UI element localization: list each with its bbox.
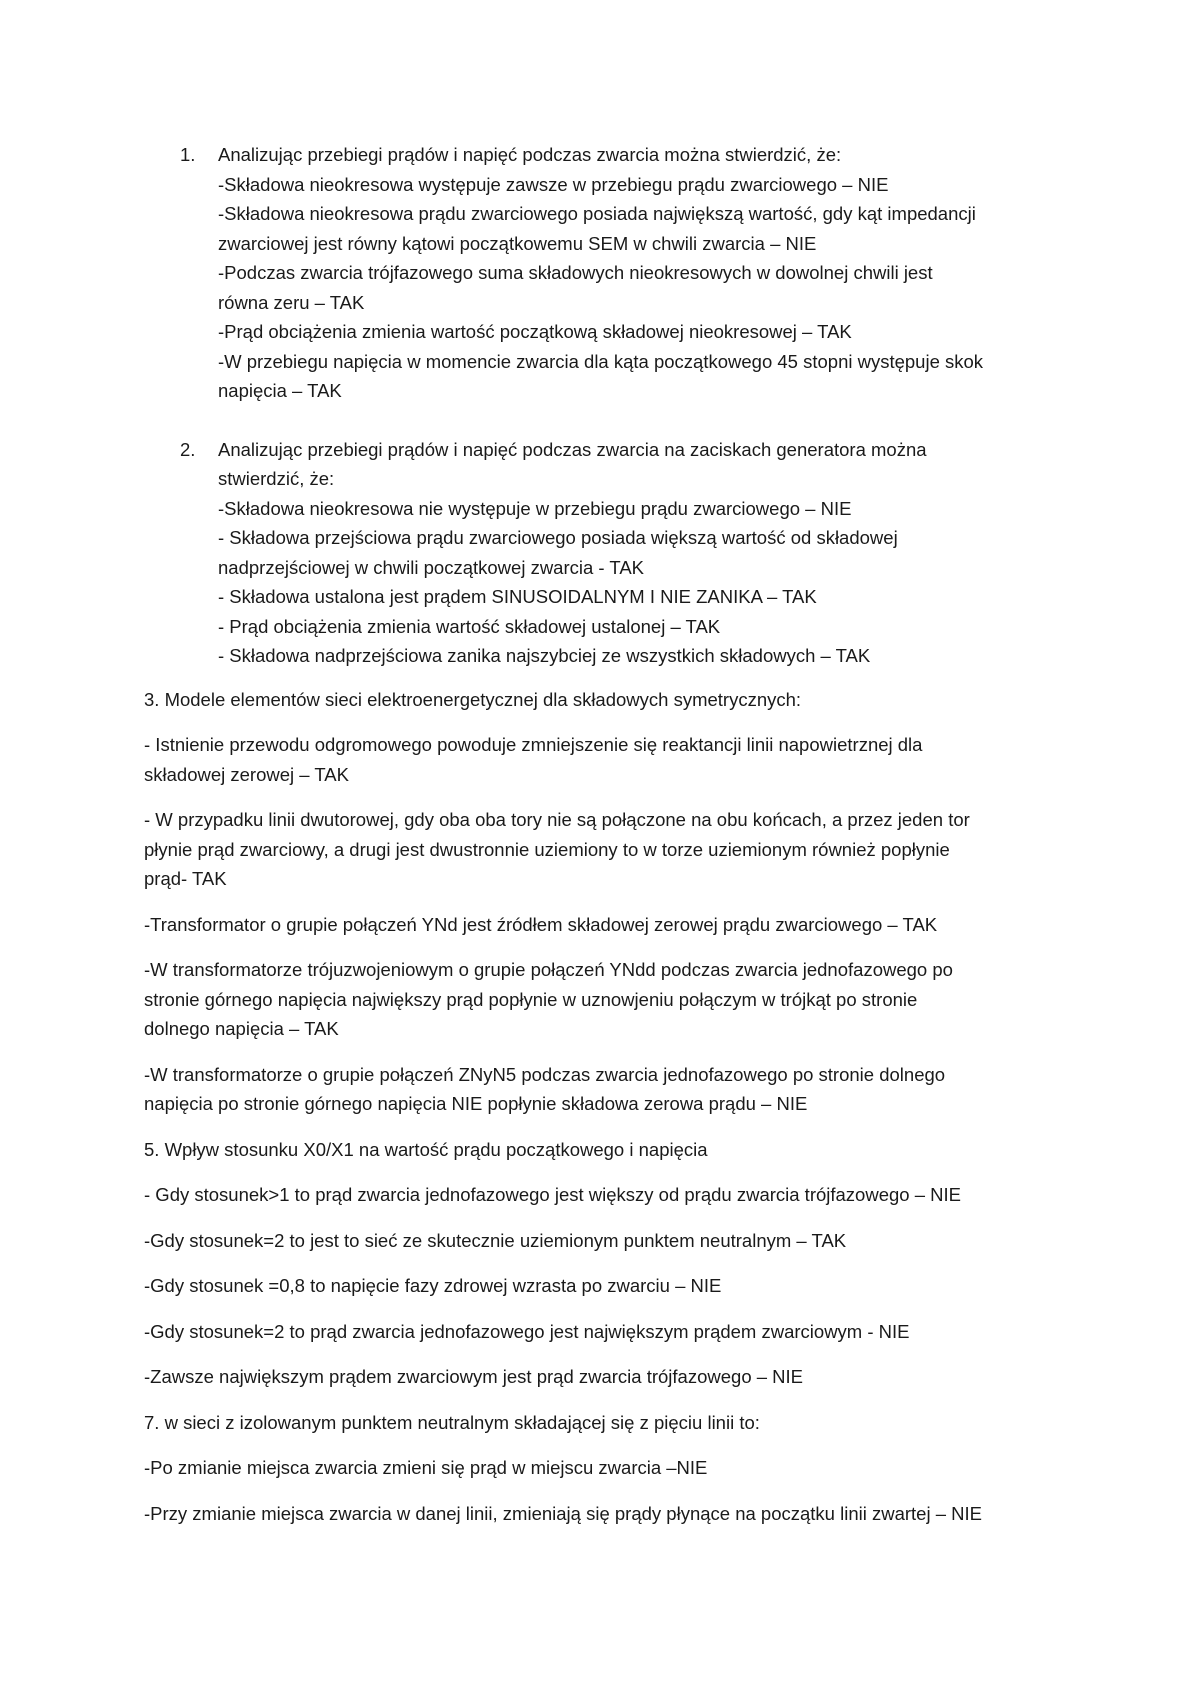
paragraph	[144, 1180, 1084, 1210]
numbered-item-2	[144, 435, 1084, 671]
text-line: - Składowa ustalona jest prądem SINUSOIDALNYM I NIE ZANIKA – TAK	[218, 586, 817, 607]
text-line: -Gdy stosunek =0,8 to napięcie fazy zdrowej wzrasta po zwarciu – NIE	[144, 1275, 722, 1296]
text-line: prąd- TAK	[144, 868, 227, 889]
text-line: -Składowa nieokresowa nie występuje w przebiegu prądu zwarciowego – NIE	[218, 497, 852, 519]
text-line: 5. Wpływ stosunku X0/X1 na wartość prądu początkowego i napięcia	[144, 1138, 708, 1160]
text-line: - Składowa nadprzejściowa zanika najszybciej ze wszystkich składowych – TAK	[218, 645, 871, 666]
text-line: -W przebiegu napięcia w momencie zwarcia dla kąta początkowego 45 stopni występuje skok	[218, 350, 984, 372]
text-line: - W przypadku linii dwutorowej, gdy oba oba tory nie są połączone na obu końcach, a przez jeden tor	[144, 809, 970, 830]
text-line: -Prąd obciążenia zmienia wartość początkową składowej nieokresowej – TAK	[218, 321, 852, 342]
text-line: stwierdzić, że:	[218, 468, 335, 489]
text-line: - Istnienie przewodu odgromowego powoduje zmniejszenie się reaktancji linii napowietrznej dla	[144, 734, 923, 755]
paragraph	[144, 1499, 1084, 1529]
numbered-item-1	[144, 140, 1084, 406]
text-line: -W transformatorze trójuzwojeniowym o grupie połączeń YNdd podczas zwarcia jednofazowego po	[144, 959, 953, 980]
text-line: składowej zerowej – TAK	[144, 763, 349, 785]
text-line: -W transformatorze o grupie połączeń ZNyN5 podczas zwarcia jednofazowego po stronie dolnego	[144, 1063, 946, 1085]
document-body	[144, 140, 1084, 1544]
paragraph	[144, 1135, 1084, 1165]
text-line: -Po zmianie miejsca zwarcia zmieni się prąd w miejscu zwarcia –NIE	[144, 1457, 708, 1478]
paragraph	[144, 685, 1084, 715]
paragraph	[144, 1408, 1084, 1438]
text-line: -Transformator o grupie połączeń YNd jest źródłem składowej zerowej prądu zwarciowego – TAK	[144, 913, 938, 935]
text-line: nadprzejściowej w chwili początkowej zwarcia - TAK	[218, 556, 644, 578]
spacer	[144, 406, 1084, 435]
text-line: -Gdy stosunek=2 to jest to sieć ze skutecznie uziemionym punktem neutralnym – TAK	[144, 1229, 847, 1251]
text-line: - Składowa przejściowa prądu zwarciowego posiada większą wartość od składowej	[218, 527, 898, 548]
item-number: 2.	[180, 438, 196, 460]
item-number: 1.	[180, 144, 196, 165]
text-line: 3. Modele elementów sieci elektroenergetycznej dla składowych symetrycznych:	[144, 688, 802, 710]
text-line: napięcia po stronie górnego napięcia NIE popłynie składowa zerowa prądu – NIE	[144, 1093, 808, 1114]
paragraph	[144, 805, 1084, 894]
text-line: -Składowa nieokresowa występuje zawsze w przebiegu prądu zwarciowego – NIE	[218, 173, 889, 195]
text-line: - Gdy stosunek>1 to prąd zwarcia jednofazowego jest większy od prądu zwarcia trójfazowego – NIE	[144, 1184, 961, 1205]
paragraph	[144, 1271, 1084, 1301]
text-line: równa zeru – TAK	[218, 291, 365, 313]
paragraph	[144, 1060, 1084, 1119]
text-line: -Przy zmianie miejsca zwarcia w danej linii, zmieniają się prądy płynące na początku linii zwartej – NIE	[144, 1502, 982, 1524]
text-line: zwarciowej jest równy kątowi początkowemu SEM w chwili zwarcia – NIE	[218, 232, 817, 254]
paragraph-list	[144, 685, 1084, 1529]
text-line: -Gdy stosunek=2 to prąd zwarcia jednofazowego jest największym prądem zwarciowym - NIE	[144, 1320, 910, 1342]
text-line: stronie górnego napięcia największy prąd popłynie w uznowjeniu połączym w trójkąt po stronie	[144, 988, 918, 1010]
text-line: napięcia – TAK	[218, 380, 342, 401]
text-line: 7. w sieci z izolowanym punktem neutralnym składającej się z pięciu linii to:	[144, 1411, 760, 1433]
paragraph	[144, 1226, 1084, 1256]
paragraph	[144, 730, 1084, 789]
paragraph	[144, 955, 1084, 1044]
text-line: -Składowa nieokresowa prądu zwarciowego posiada największą wartość, gdy kąt impedancji	[218, 203, 976, 224]
paragraph	[144, 1453, 1084, 1483]
text-line: Analizując przebiegi prądów i napięć podczas zwarcia można stwierdzić, że:	[218, 144, 842, 165]
text-line: dolnego napięcia – TAK	[144, 1018, 339, 1039]
text-line: płynie prąd zwarciowy, a drugi jest dwustronnie uziemiony to w torze uziemionym również popłynie	[144, 838, 950, 860]
text-line: -Zawsze największym prądem zwarciowym jest prąd zwarcia trójfazowego – NIE	[144, 1366, 804, 1387]
text-line: - Prąd obciążenia zmienia wartość składowej ustalonej – TAK	[218, 615, 721, 637]
paragraph	[144, 1317, 1084, 1347]
paragraph	[144, 910, 1084, 940]
text-line: -Podczas zwarcia trójfazowego suma składowych nieokresowych w dowolnej chwili jest	[218, 262, 933, 283]
text-line: Analizując przebiegi prądów i napięć podczas zwarcia na zaciskach generatora można	[218, 438, 927, 460]
paragraph	[144, 1362, 1084, 1392]
